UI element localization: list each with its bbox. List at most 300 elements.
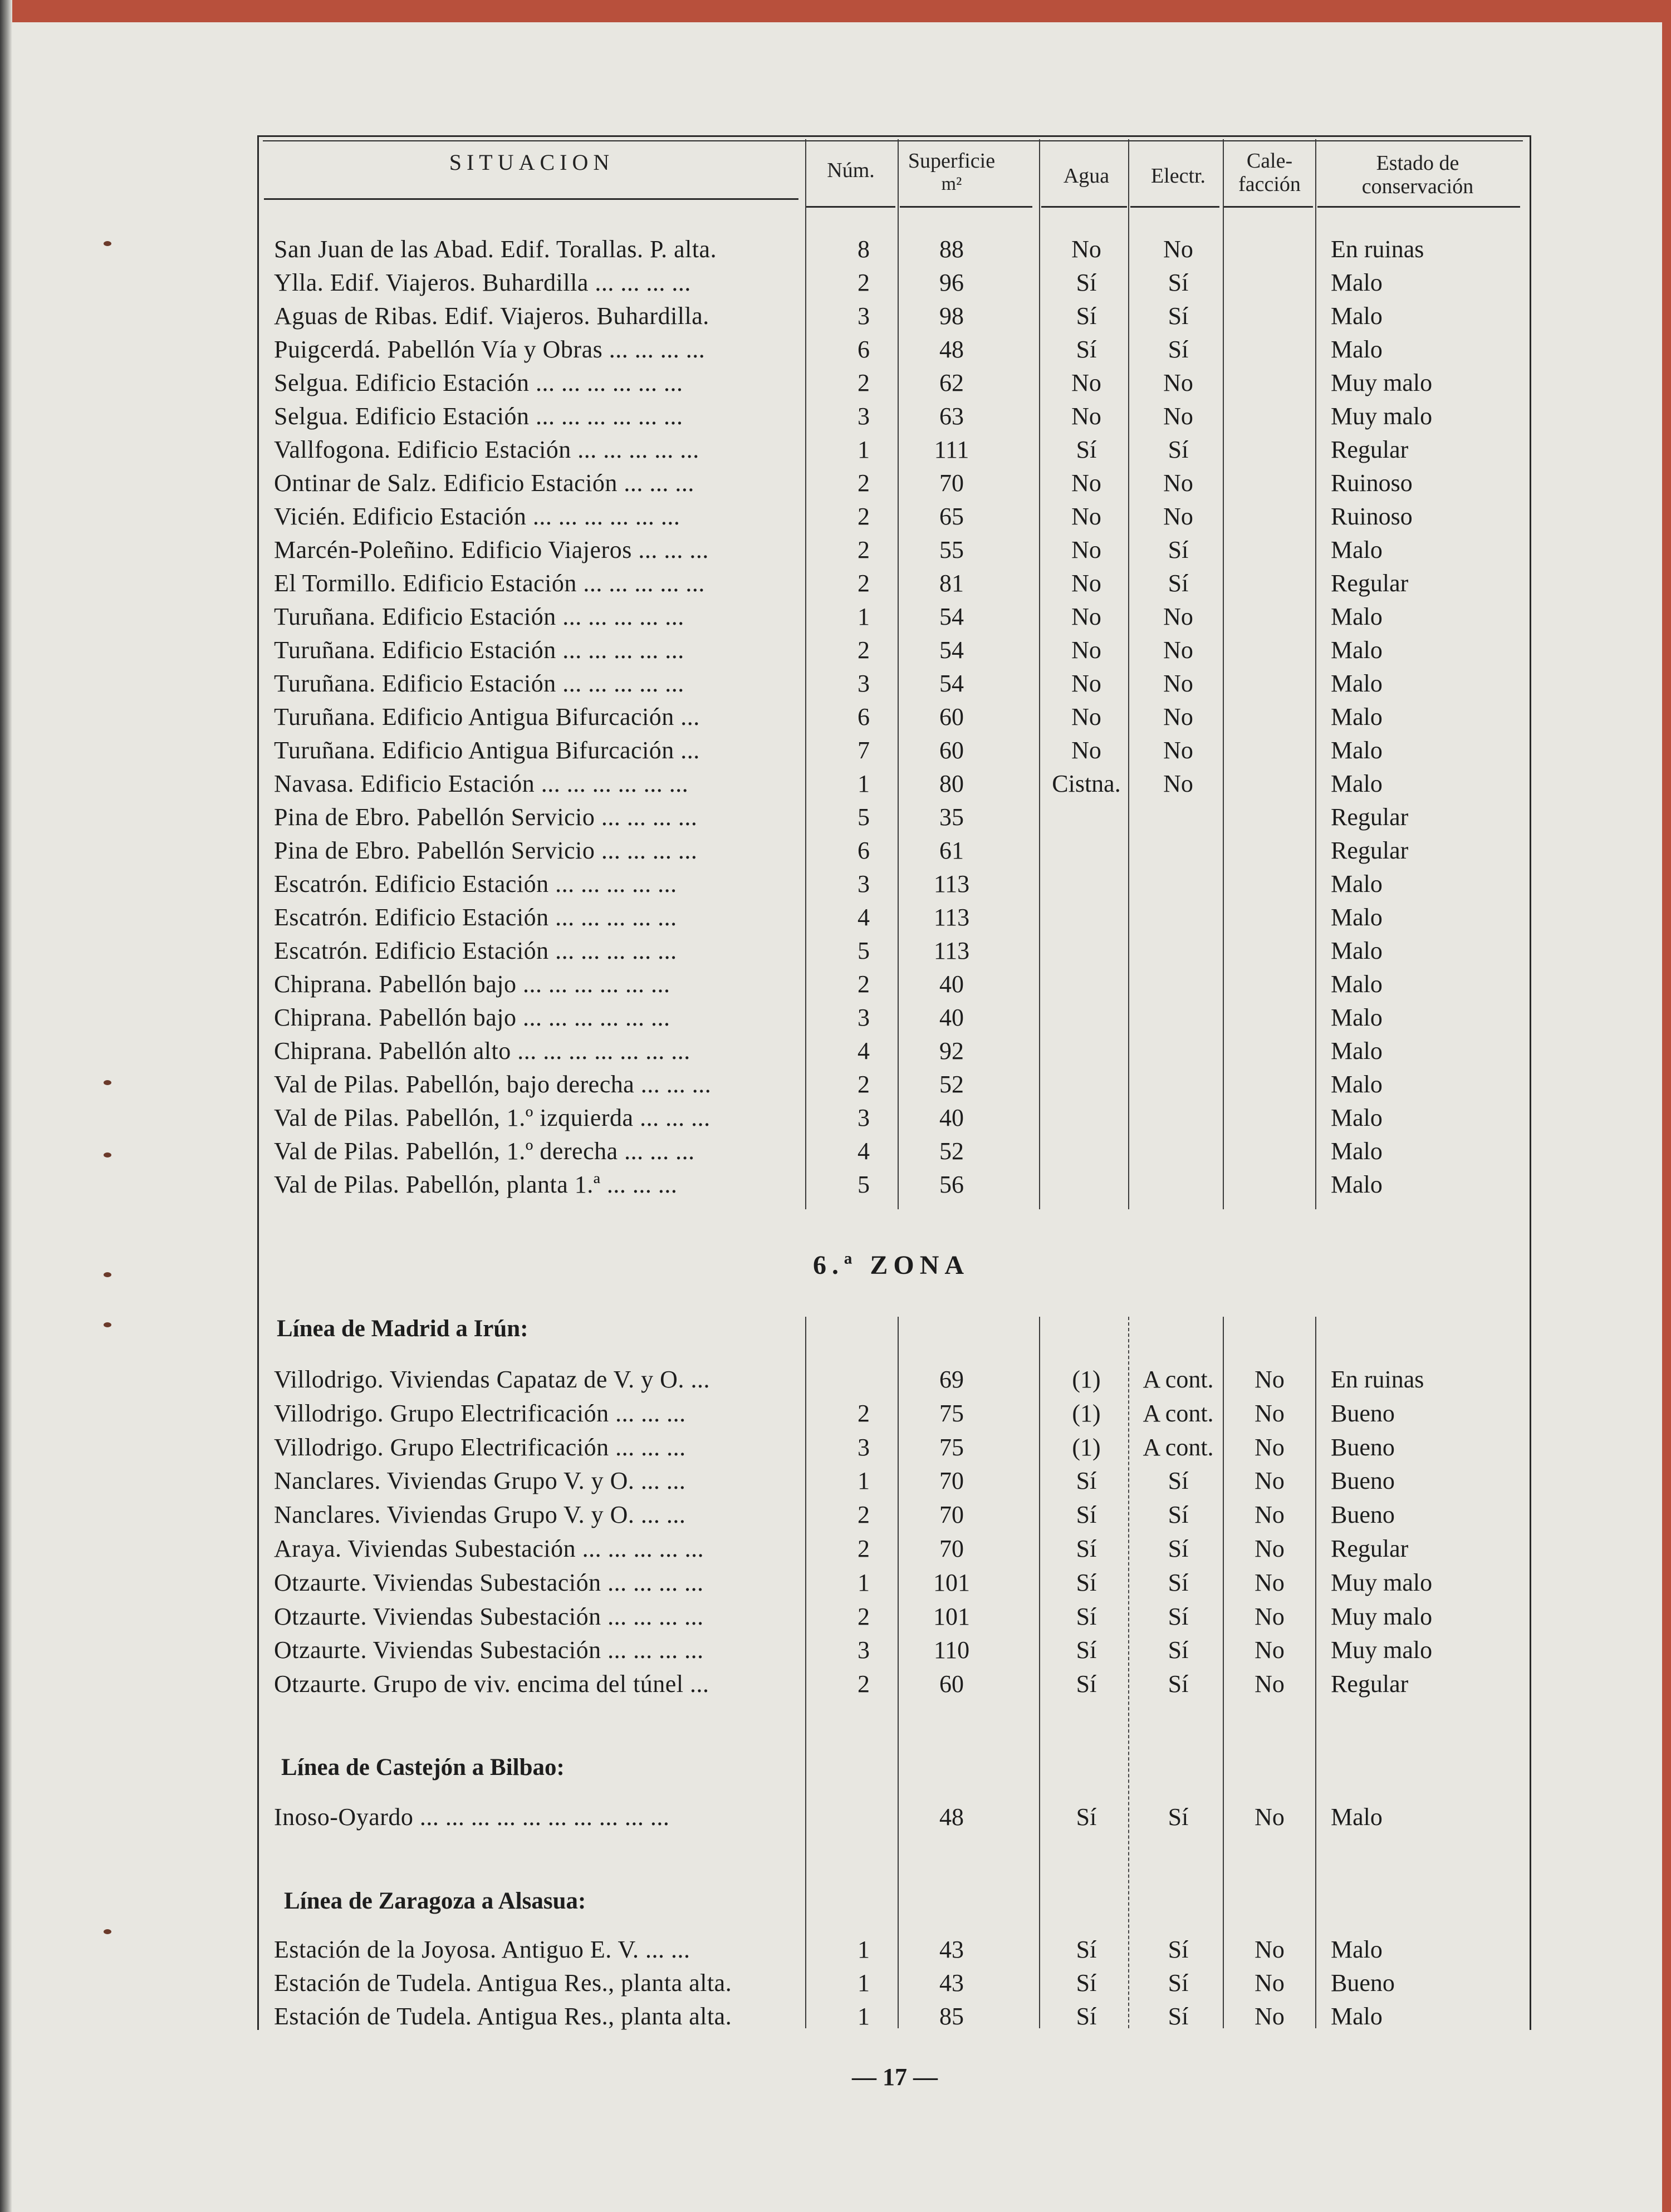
agua-cell: Sí xyxy=(1076,1602,1097,1630)
estado-cell: Malo xyxy=(1331,703,1383,730)
agua-cell: Sí xyxy=(1076,1636,1097,1664)
binding-hole xyxy=(104,1152,111,1158)
header-calefaccion-l1: Cale- xyxy=(1246,149,1293,173)
zone-title: 6.ª ZONA xyxy=(813,1250,970,1280)
superficie-cell: 70 xyxy=(939,1501,964,1529)
location-cell: Selgua. Edificio Estación ... ... ... ... ... ... xyxy=(274,369,683,396)
superficie-cell: 113 xyxy=(933,904,970,931)
num-cell: 4 xyxy=(857,904,870,931)
num-cell: 3 xyxy=(857,302,870,330)
electr-cell: A cont. xyxy=(1143,1366,1214,1393)
superficie-cell: 54 xyxy=(939,670,964,697)
electr-cell: Sí xyxy=(1168,1535,1189,1562)
superficie-cell: 85 xyxy=(939,2003,964,2030)
agua-cell: No xyxy=(1071,703,1101,730)
superficie-cell: 40 xyxy=(939,970,964,998)
agua-cell: Sí xyxy=(1076,1670,1097,1698)
superficie-cell: 54 xyxy=(939,603,964,630)
superficie-cell: 101 xyxy=(933,1602,970,1630)
calefaccion-cell: No xyxy=(1255,1936,1285,1963)
location-cell: Escatrón. Edificio Estación ... ... ... ... ... xyxy=(274,870,677,897)
table-row xyxy=(0,901,1671,934)
agua-cell: (1) xyxy=(1072,1399,1101,1427)
agua-cell: Cistna. xyxy=(1052,770,1121,797)
table-row xyxy=(0,1600,1671,1634)
estado-cell: Malo xyxy=(1331,1104,1383,1131)
superficie-cell: 48 xyxy=(939,1803,964,1831)
num-cell: 1 xyxy=(857,1969,870,1997)
header-electr: Electr. xyxy=(1150,164,1206,188)
superficie-cell: 113 xyxy=(933,937,970,964)
header-estado xyxy=(1316,151,1519,198)
num-cell: 1 xyxy=(857,1467,870,1495)
location-cell: Turuñana. Edificio Estación ... ... ... ... ... xyxy=(274,670,684,697)
calefaccion-cell: No xyxy=(1255,1366,1285,1393)
superficie-cell: 70 xyxy=(939,1467,964,1495)
estado-cell: Regular xyxy=(1331,1535,1409,1562)
estado-cell: Regular xyxy=(1331,436,1409,463)
superficie-cell: 48 xyxy=(939,336,964,363)
estado-cell: Malo xyxy=(1331,1936,1383,1963)
agua-cell: Sí xyxy=(1076,1535,1097,1562)
location-cell: Val de Pilas. Pabellón, bajo derecha ... ... ... xyxy=(274,1071,712,1098)
num-cell: 2 xyxy=(857,970,870,998)
table-row xyxy=(0,233,1671,266)
location-cell: Marcén-Poleñino. Edificio Viajeros ... ... ... xyxy=(274,536,709,563)
estado-cell: Malo xyxy=(1331,2003,1383,2030)
table-row xyxy=(0,567,1671,600)
estado-cell: Malo xyxy=(1331,302,1383,330)
electr-cell: Sí xyxy=(1168,302,1189,330)
agua-cell: Sí xyxy=(1076,1501,1097,1529)
num-cell: 2 xyxy=(857,536,870,563)
header-num: Núm. xyxy=(827,159,875,182)
electr-cell: No xyxy=(1163,636,1193,664)
header-situacion: SITUACION xyxy=(449,150,615,175)
location-cell: Val de Pilas. Pabellón, 1.º derecha ... ... ... xyxy=(274,1137,695,1165)
agua-cell: No xyxy=(1071,737,1101,764)
table-surface-top xyxy=(0,0,1671,22)
table-row xyxy=(0,968,1671,1001)
agua-cell: Sí xyxy=(1076,336,1097,363)
superficie-cell: 52 xyxy=(939,1137,964,1165)
table-row xyxy=(0,533,1671,567)
superficie-cell: 69 xyxy=(939,1366,964,1393)
superficie-cell: 63 xyxy=(939,403,964,430)
location-cell: Puigcerdá. Pabellón Vía y Obras ... ... ... ... xyxy=(274,336,705,363)
num-cell: 1 xyxy=(857,1568,870,1596)
location-cell: Turuñana. Edificio Estación ... ... ... ... ... xyxy=(274,603,684,630)
estado-cell: Malo xyxy=(1331,904,1383,931)
table-row xyxy=(0,634,1671,667)
estado-cell: Muy malo xyxy=(1331,1636,1433,1664)
location-cell: Otzaurte. Viviendas Subestación ... ... ... ... xyxy=(274,1636,704,1664)
num-cell: 6 xyxy=(857,837,870,864)
binding-hole xyxy=(104,1929,111,1934)
location-cell: Turuñana. Edificio Antigua Bifurcación ... xyxy=(274,737,700,764)
binding-hole xyxy=(104,1322,111,1327)
superficie-cell: 75 xyxy=(939,1399,964,1427)
superficie-cell: 35 xyxy=(939,803,964,831)
electr-cell: Sí xyxy=(1168,1670,1189,1698)
superficie-cell: 110 xyxy=(933,1636,970,1664)
superficie-cell: 113 xyxy=(933,870,970,897)
num-cell: 3 xyxy=(857,670,870,697)
location-cell: Villodrigo. Grupo Electrificación ... ... ... xyxy=(274,1433,686,1461)
estado-cell: Malo xyxy=(1331,737,1383,764)
header-rule-electr xyxy=(1130,206,1219,208)
estado-cell: Malo xyxy=(1331,937,1383,964)
superficie-cell: 52 xyxy=(939,1071,964,1098)
header-superficie xyxy=(898,149,1006,196)
superficie-cell: 75 xyxy=(939,1433,964,1461)
electr-cell: Sí xyxy=(1168,1636,1189,1664)
table-row xyxy=(0,400,1671,433)
num-cell: 8 xyxy=(857,236,870,263)
calefaccion-cell: No xyxy=(1255,2003,1285,2030)
superficie-cell: 62 xyxy=(939,369,964,396)
agua-cell: Sí xyxy=(1076,1969,1097,1997)
header-rule-situacion xyxy=(264,198,798,200)
header-estado-l1: Estado de xyxy=(1376,151,1459,175)
agua-cell: No xyxy=(1071,636,1101,664)
agua-cell: (1) xyxy=(1072,1433,1101,1461)
superficie-cell: 60 xyxy=(939,703,964,730)
agua-cell: No xyxy=(1071,503,1101,530)
location-cell: Selgua. Edificio Estación ... ... ... ... ... ... xyxy=(274,403,683,430)
estado-cell: Muy malo xyxy=(1331,1568,1433,1596)
header-superficie-unit: m² xyxy=(941,174,962,194)
table-row xyxy=(0,1566,1671,1600)
superficie-cell: 65 xyxy=(939,503,964,530)
table-row xyxy=(0,1001,1671,1034)
estado-cell: Malo xyxy=(1331,336,1383,363)
electr-cell: No xyxy=(1163,703,1193,730)
superficie-cell: 101 xyxy=(933,1568,970,1596)
estado-cell: Malo xyxy=(1331,870,1383,897)
num-cell: 2 xyxy=(857,269,870,296)
table-row xyxy=(0,467,1671,500)
estado-cell: Malo xyxy=(1331,970,1383,998)
electr-cell: Sí xyxy=(1168,1803,1189,1831)
table-row xyxy=(0,266,1671,300)
superficie-cell: 56 xyxy=(939,1171,964,1198)
superficie-cell: 40 xyxy=(939,1104,964,1131)
agua-cell: No xyxy=(1071,603,1101,630)
num-cell: 2 xyxy=(857,369,870,396)
num-cell: 3 xyxy=(857,1636,870,1664)
location-cell: Escatrón. Edificio Estación ... ... ... ... ... xyxy=(274,937,677,964)
table-row xyxy=(0,700,1671,734)
superficie-cell: 98 xyxy=(939,302,964,330)
location-cell: Estación de Tudela. Antigua Res., planta alta. xyxy=(274,2003,732,2030)
header-rule-superficie xyxy=(900,206,1032,208)
table-row xyxy=(0,667,1671,700)
table-row xyxy=(0,600,1671,634)
agua-cell: Sí xyxy=(1076,2003,1097,2030)
estado-cell: En ruinas xyxy=(1331,236,1424,263)
electr-cell: Sí xyxy=(1168,436,1189,463)
header-rule-agua xyxy=(1041,206,1127,208)
agua-cell: No xyxy=(1071,570,1101,597)
location-cell: El Tormillo. Edificio Estación ... ... ... ... ... xyxy=(274,570,705,597)
electr-cell: A cont. xyxy=(1143,1399,1214,1427)
electr-cell: No xyxy=(1163,236,1193,263)
table-row xyxy=(0,1431,1671,1464)
electr-cell: No xyxy=(1163,603,1193,630)
location-cell: Estación de la Joyosa. Antiguo E. V. ... ... xyxy=(274,1936,690,1963)
table-row xyxy=(0,333,1671,366)
agua-cell: Sí xyxy=(1076,269,1097,296)
estado-cell: Regular xyxy=(1331,570,1409,597)
electr-cell: Sí xyxy=(1168,1969,1189,1997)
table-row xyxy=(0,500,1671,533)
table-row xyxy=(0,1933,1671,1966)
agua-cell: (1) xyxy=(1072,1366,1101,1393)
location-cell: Chiprana. Pabellón bajo ... ... ... ... ... ... xyxy=(274,1004,670,1031)
estado-cell: Bueno xyxy=(1331,1501,1395,1529)
binding-hole xyxy=(104,241,111,246)
num-cell: 2 xyxy=(857,1602,870,1630)
estado-cell: En ruinas xyxy=(1331,1366,1424,1393)
superficie-cell: 111 xyxy=(934,436,969,463)
num-cell: 5 xyxy=(857,937,870,964)
superficie-cell: 70 xyxy=(939,469,964,497)
location-cell: Nanclares. Viviendas Grupo V. y O. ... ... xyxy=(274,1501,686,1529)
calefaccion-cell: No xyxy=(1255,1803,1285,1831)
estado-cell: Bueno xyxy=(1331,1969,1395,1997)
num-cell: 3 xyxy=(857,1433,870,1461)
num-cell: 2 xyxy=(857,1399,870,1427)
section-madrid-irun: Línea de Madrid a Irún: xyxy=(277,1316,528,1342)
table-row xyxy=(0,1068,1671,1101)
estado-cell: Muy malo xyxy=(1331,1602,1433,1630)
table-row xyxy=(0,1101,1671,1135)
location-cell: Ontinar de Salz. Edificio Estación ... ... ... xyxy=(274,469,694,497)
table-row xyxy=(0,1532,1671,1566)
num-cell: 5 xyxy=(857,1171,870,1198)
agua-cell: No xyxy=(1071,403,1101,430)
table-row xyxy=(0,300,1671,333)
location-cell: Turuñana. Edificio Estación ... ... ... ... ... xyxy=(274,636,684,664)
num-cell: 4 xyxy=(857,1137,870,1165)
header-calefaccion-l2: facción xyxy=(1238,173,1301,196)
header-rule-estado xyxy=(1317,206,1520,208)
superficie-cell: 60 xyxy=(939,1670,964,1698)
estado-cell: Regular xyxy=(1331,837,1409,864)
superficie-cell: 43 xyxy=(939,1969,964,1997)
calefaccion-cell: No xyxy=(1255,1501,1285,1529)
electr-cell: Sí xyxy=(1168,269,1189,296)
num-cell: 3 xyxy=(857,1004,870,1031)
estado-cell: Malo xyxy=(1331,1803,1383,1831)
table-row xyxy=(0,1363,1671,1396)
num-cell: 2 xyxy=(857,503,870,530)
num-cell: 1 xyxy=(857,2003,870,2030)
location-cell: Otzaurte. Viviendas Subestación ... ... ... ... xyxy=(274,1568,704,1596)
num-cell: 2 xyxy=(857,469,870,497)
electr-cell: Sí xyxy=(1168,1568,1189,1596)
superficie-cell: 80 xyxy=(939,770,964,797)
num-cell: 1 xyxy=(857,770,870,797)
num-cell: 4 xyxy=(857,1037,870,1065)
superficie-cell: 55 xyxy=(939,536,964,563)
location-cell: Val de Pilas. Pabellón, 1.º izquierda ... ... ... xyxy=(274,1104,710,1131)
table-row xyxy=(0,734,1671,767)
table-row xyxy=(0,366,1671,400)
estado-cell: Regular xyxy=(1331,1670,1409,1698)
superficie-cell: 43 xyxy=(939,1936,964,1963)
num-cell: 2 xyxy=(857,1501,870,1529)
estado-cell: Ruinoso xyxy=(1331,469,1413,497)
num-cell: 2 xyxy=(857,1071,870,1098)
location-cell: Estación de Tudela. Antigua Res., planta alta. xyxy=(274,1969,732,1997)
table-row xyxy=(0,1034,1671,1068)
num-cell: 6 xyxy=(857,336,870,363)
binding-hole xyxy=(104,1272,111,1277)
location-cell: Ylla. Edif. Viajeros. Buhardilla ... ... ... ... xyxy=(274,269,691,296)
location-cell: Nanclares. Viviendas Grupo V. y O. ... ... xyxy=(274,1467,686,1495)
table-row xyxy=(0,767,1671,801)
calefaccion-cell: No xyxy=(1255,1433,1285,1461)
table-row xyxy=(0,1634,1671,1667)
electr-cell: No xyxy=(1163,770,1193,797)
superficie-cell: 61 xyxy=(939,837,964,864)
estado-cell: Malo xyxy=(1331,770,1383,797)
header-estado-l2: conservación xyxy=(1361,175,1474,198)
table-row xyxy=(0,867,1671,901)
table-row xyxy=(0,801,1671,834)
electr-cell: No xyxy=(1163,369,1193,396)
header-rule-calef xyxy=(1224,206,1313,208)
calefaccion-cell: No xyxy=(1255,1535,1285,1562)
num-cell: 3 xyxy=(857,1104,870,1131)
agua-cell: Sí xyxy=(1076,1803,1097,1831)
electr-cell: No xyxy=(1163,403,1193,430)
electr-cell: No xyxy=(1163,737,1193,764)
estado-cell: Muy malo xyxy=(1331,369,1433,396)
electr-cell: A cont. xyxy=(1143,1433,1214,1461)
table-row xyxy=(0,1135,1671,1168)
num-cell: 5 xyxy=(857,803,870,831)
location-cell: Vicién. Edificio Estación ... ... ... ... ... ... xyxy=(274,503,680,530)
agua-cell: Sí xyxy=(1076,1568,1097,1596)
location-cell: Vallfogona. Edificio Estación ... ... ... ... ... xyxy=(274,436,699,463)
location-cell: Navasa. Edificio Estación ... ... ... ... ... ... xyxy=(274,770,689,797)
electr-cell: Sí xyxy=(1168,336,1189,363)
table-row xyxy=(0,1168,1671,1201)
calefaccion-cell: No xyxy=(1255,1670,1285,1698)
location-cell: Pina de Ebro. Pabellón Servicio ... ... ... ... xyxy=(274,837,698,864)
agua-cell: Sí xyxy=(1076,436,1097,463)
estado-cell: Malo xyxy=(1331,1137,1383,1165)
table-row xyxy=(0,1667,1671,1701)
num-cell: 2 xyxy=(857,1535,870,1562)
num-cell: 1 xyxy=(857,603,870,630)
section-zaragoza-alsasua: Línea de Zaragoza a Alsasua: xyxy=(284,1888,586,1914)
estado-cell: Bueno xyxy=(1331,1467,1395,1495)
table-row xyxy=(0,834,1671,867)
location-cell: Otzaurte. Viviendas Subestación ... ... ... ... xyxy=(274,1602,704,1630)
electr-cell: Sí xyxy=(1168,570,1189,597)
electr-cell: No xyxy=(1163,469,1193,497)
superficie-cell: 70 xyxy=(939,1535,964,1562)
location-cell: Araya. Viviendas Subestación ... ... ... ... ... xyxy=(274,1535,704,1562)
estado-cell: Malo xyxy=(1331,670,1383,697)
estado-cell: Malo xyxy=(1331,1071,1383,1098)
location-cell: Escatrón. Edificio Estación ... ... ... ... ... xyxy=(274,904,677,931)
electr-cell: Sí xyxy=(1168,536,1189,563)
num-cell: 7 xyxy=(857,737,870,764)
electr-cell: Sí xyxy=(1168,1501,1189,1529)
estado-cell: Malo xyxy=(1331,1004,1383,1031)
electr-cell: No xyxy=(1163,503,1193,530)
table-row xyxy=(0,433,1671,467)
header-agua: Agua xyxy=(1063,164,1110,188)
section-castejon-bilbao: Línea de Castejón a Bilbao: xyxy=(281,1754,565,1781)
table-row xyxy=(0,1464,1671,1498)
estado-cell: Malo xyxy=(1331,1171,1383,1198)
superficie-cell: 54 xyxy=(939,636,964,664)
superficie-cell: 60 xyxy=(939,737,964,764)
superficie-cell: 88 xyxy=(939,236,964,263)
location-cell: Chiprana. Pabellón alto ... ... ... ... ... ... ... xyxy=(274,1037,690,1065)
agua-cell: No xyxy=(1071,670,1101,697)
page-number: — 17 — xyxy=(852,2063,938,2091)
location-cell: Val de Pilas. Pabellón, planta 1.ª ... ... ... xyxy=(274,1171,678,1198)
table-row xyxy=(0,1397,1671,1430)
superficie-cell: 40 xyxy=(939,1004,964,1031)
electr-cell: Sí xyxy=(1168,2003,1189,2030)
num-cell: 2 xyxy=(857,1670,870,1698)
header-rule-num xyxy=(806,206,895,208)
location-cell: Inoso-Oyardo ... ... ... ... ... ... ... ... ... ... xyxy=(274,1803,670,1831)
superficie-cell: 96 xyxy=(939,269,964,296)
estado-cell: Malo xyxy=(1331,603,1383,630)
table-frame-inner-rule xyxy=(263,140,1523,141)
header-calefaccion xyxy=(1223,149,1316,196)
header-superficie-label: Superficie xyxy=(908,149,996,173)
location-cell: Turuñana. Edificio Antigua Bifurcación ... xyxy=(274,703,700,730)
agua-cell: Sí xyxy=(1076,302,1097,330)
electr-cell: No xyxy=(1163,670,1193,697)
agua-cell: Sí xyxy=(1076,1936,1097,1963)
agua-cell: Sí xyxy=(1076,1467,1097,1495)
location-cell: Chiprana. Pabellón bajo ... ... ... ... ... ... xyxy=(274,970,670,998)
estado-cell: Malo xyxy=(1331,1037,1383,1065)
calefaccion-cell: No xyxy=(1255,1399,1285,1427)
superficie-cell: 81 xyxy=(939,570,964,597)
num-cell: 3 xyxy=(857,870,870,897)
num-cell: 1 xyxy=(857,436,870,463)
electr-cell: Sí xyxy=(1168,1602,1189,1630)
agua-cell: No xyxy=(1071,369,1101,396)
calefaccion-cell: No xyxy=(1255,1969,1285,1997)
table-row xyxy=(0,1801,1671,1834)
table-row xyxy=(0,1966,1671,2000)
calefaccion-cell: No xyxy=(1255,1568,1285,1596)
num-cell: 3 xyxy=(857,403,870,430)
location-cell: Aguas de Ribas. Edif. Viajeros. Buhardilla. xyxy=(274,302,709,330)
location-cell: Villodrigo. Grupo Electrificación ... ... ... xyxy=(274,1399,686,1427)
estado-cell: Malo xyxy=(1331,636,1383,664)
estado-cell: Malo xyxy=(1331,536,1383,563)
electr-cell: Sí xyxy=(1168,1467,1189,1495)
agua-cell: No xyxy=(1071,236,1101,263)
binding-hole xyxy=(104,1080,111,1085)
location-cell: Pina de Ebro. Pabellón Servicio ... ... ... ... xyxy=(274,803,698,831)
num-cell: 2 xyxy=(857,570,870,597)
